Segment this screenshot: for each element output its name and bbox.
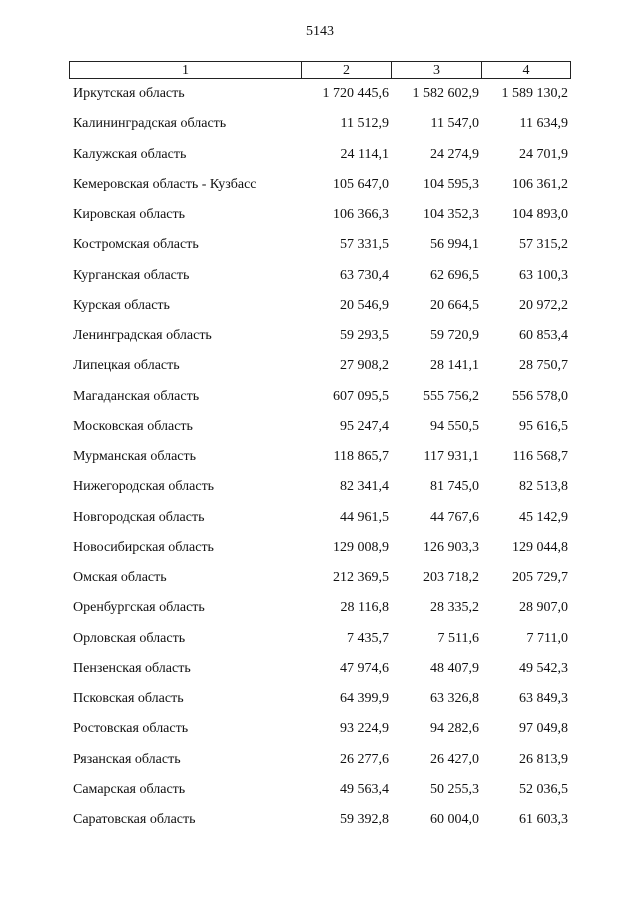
value-col-3-cell: 60 004,0: [430, 812, 479, 827]
region-name-cell: Курская область: [73, 297, 170, 313]
value-col-2-cell: 59 392,8: [340, 812, 389, 827]
value-col-2-cell: 212 369,5: [333, 570, 389, 585]
value-col-3-cell: 1 582 602,9: [412, 86, 479, 101]
table-row: [0, 747, 640, 777]
value-col-2-cell: 118 865,7: [333, 449, 389, 464]
table-row: [0, 474, 640, 504]
region-name-cell: Кировская область: [73, 207, 186, 222]
value-col-2-cell: 59 293,5: [340, 328, 389, 343]
column-header-2: 2: [302, 62, 392, 79]
column-header-3: 3: [392, 62, 482, 79]
value-col-2-cell: 27 908,2: [340, 358, 389, 374]
value-col-2-cell: 64 399,9: [340, 691, 389, 706]
value-col-2-cell: 26 277,6: [340, 751, 389, 767]
value-col-4-cell: 24 701,9: [519, 146, 568, 162]
region-name-cell: Магаданская область: [73, 388, 200, 404]
value-col-2-cell: 607 095,5: [333, 388, 389, 404]
value-col-3-cell: 28 335,2: [430, 600, 479, 616]
table-row: [0, 202, 640, 232]
region-name-cell: Новосибирская область: [73, 539, 214, 555]
value-col-3-cell: 104 595,3: [423, 176, 479, 192]
table-row: [0, 807, 640, 837]
region-name-cell: Курганская область: [73, 267, 190, 283]
table-row: [0, 263, 640, 293]
value-col-3-cell: 62 696,5: [430, 267, 479, 283]
value-col-3-cell: 11 547,0: [430, 116, 479, 132]
value-col-2-cell: 24 114,1: [340, 146, 389, 162]
value-col-2-cell: 49 563,4: [340, 781, 389, 797]
value-col-4-cell: 57 315,2: [519, 237, 568, 253]
value-col-4-cell: 20 972,2: [519, 297, 568, 313]
region-name-cell: Калининградская область: [73, 116, 227, 132]
table-row: [0, 595, 640, 625]
value-col-3-cell: 94 282,6: [430, 721, 479, 737]
column-header-row: [69, 61, 571, 79]
value-col-3-cell: 94 550,5: [430, 418, 479, 434]
table-row: [0, 323, 640, 353]
value-col-4-cell: 11 634,9: [519, 116, 568, 132]
value-col-4-cell: 45 142,9: [519, 509, 568, 525]
region-name-cell: Липецкая область: [73, 358, 180, 374]
value-col-2-cell: 20 546,9: [340, 297, 389, 313]
value-col-3-cell: 126 903,3: [423, 539, 479, 555]
region-name-cell: Нижегородская область: [73, 479, 215, 495]
table-row: [0, 626, 640, 656]
value-col-2-cell: 1 720 445,6: [322, 86, 389, 101]
value-col-2-cell: 93 224,9: [340, 721, 389, 737]
value-col-4-cell: 60 853,4: [519, 328, 568, 343]
region-name-cell: Костромская область: [73, 237, 199, 253]
value-col-3-cell: 20 664,5: [430, 297, 479, 313]
value-col-2-cell: 7 435,7: [347, 630, 389, 646]
table-row: [0, 353, 640, 383]
value-col-3-cell: 7 511,6: [437, 630, 479, 646]
value-col-4-cell: 28 907,0: [519, 600, 568, 616]
value-col-2-cell: 28 116,8: [340, 600, 389, 616]
value-col-4-cell: 556 578,0: [512, 388, 568, 404]
region-name-cell: Иркутская область: [73, 86, 185, 101]
value-col-2-cell: 106 366,3: [333, 207, 389, 222]
value-col-2-cell: 129 008,9: [333, 539, 389, 555]
region-name-cell: Ростовская область: [73, 721, 189, 737]
table-row: [0, 656, 640, 686]
table-row: [0, 535, 640, 565]
table-row: [0, 686, 640, 716]
value-col-4-cell: 82 513,8: [519, 479, 568, 495]
value-col-3-cell: 555 756,2: [423, 388, 479, 404]
region-name-cell: Самарская область: [73, 781, 186, 797]
value-col-2-cell: 44 961,5: [340, 509, 389, 525]
table-row: [0, 414, 640, 444]
region-name-cell: Рязанская область: [73, 751, 181, 767]
value-col-3-cell: 50 255,3: [430, 781, 479, 797]
value-col-3-cell: 56 994,1: [430, 237, 479, 253]
table-row: [0, 565, 640, 595]
region-name-cell: Новгородская область: [73, 509, 205, 525]
value-col-2-cell: 95 247,4: [340, 418, 389, 434]
value-col-3-cell: 203 718,2: [423, 570, 479, 585]
column-header-1: 1: [70, 62, 302, 79]
table-row: [0, 444, 640, 474]
value-col-2-cell: 63 730,4: [340, 267, 389, 283]
value-col-4-cell: 61 603,3: [519, 812, 568, 827]
value-col-4-cell: 95 616,5: [519, 418, 568, 434]
region-name-cell: Саратовская область: [73, 812, 196, 827]
region-name-cell: Мурманская область: [73, 449, 197, 464]
value-col-4-cell: 63 849,3: [519, 691, 568, 706]
region-name-cell: Оренбургская область: [73, 600, 205, 616]
region-name-cell: Калужская область: [73, 146, 187, 162]
region-name-cell: Пензенская область: [73, 660, 191, 676]
value-col-3-cell: 81 745,0: [430, 479, 479, 495]
value-col-2-cell: 57 331,5: [340, 237, 389, 253]
value-col-4-cell: 129 044,8: [512, 539, 568, 555]
value-col-3-cell: 26 427,0: [430, 751, 479, 767]
value-col-4-cell: 97 049,8: [519, 721, 568, 737]
table-row: [0, 777, 640, 807]
region-name-cell: Ленинградская область: [73, 328, 212, 343]
value-col-2-cell: 11 512,9: [340, 116, 389, 132]
value-col-2-cell: 47 974,6: [340, 660, 389, 676]
region-name-cell: Московская область: [73, 418, 193, 434]
region-name-cell: Орловская область: [73, 630, 186, 646]
value-col-4-cell: 106 361,2: [512, 176, 568, 192]
table-row: [0, 384, 640, 414]
table-row: [0, 81, 640, 111]
value-col-3-cell: 24 274,9: [430, 146, 479, 162]
region-name-cell: Омская область: [73, 570, 167, 585]
value-col-3-cell: 44 767,6: [430, 509, 479, 525]
table-row: [0, 505, 640, 535]
column-header-4: 4: [482, 62, 571, 79]
value-col-2-cell: 105 647,0: [333, 176, 389, 192]
value-col-4-cell: 7 711,0: [526, 630, 568, 646]
value-col-2-cell: 82 341,4: [340, 479, 389, 495]
value-col-3-cell: 63 326,8: [430, 691, 479, 706]
value-col-4-cell: 1 589 130,2: [501, 86, 568, 101]
value-col-3-cell: 48 407,9: [430, 660, 479, 676]
value-col-4-cell: 26 813,9: [519, 751, 568, 767]
value-col-4-cell: 49 542,3: [519, 660, 568, 676]
value-col-4-cell: 52 036,5: [519, 781, 568, 797]
region-name-cell: Кемеровская область - Кузбасс: [73, 176, 257, 192]
table-body: [0, 81, 640, 837]
value-col-3-cell: 28 141,1: [430, 358, 479, 374]
value-col-4-cell: 205 729,7: [512, 570, 568, 585]
table-row: [0, 232, 640, 262]
table-row: [0, 172, 640, 202]
value-col-4-cell: 104 893,0: [512, 207, 568, 222]
table-row: [0, 142, 640, 172]
value-col-4-cell: 28 750,7: [519, 358, 568, 374]
page-number: 5143: [306, 24, 334, 39]
table-row: [0, 716, 640, 746]
value-col-3-cell: 117 931,1: [423, 449, 479, 464]
value-col-4-cell: 63 100,3: [519, 267, 568, 283]
table-row: [0, 111, 640, 141]
region-name-cell: Псковская область: [73, 691, 184, 706]
value-col-3-cell: 104 352,3: [423, 207, 479, 222]
value-col-4-cell: 116 568,7: [512, 449, 568, 464]
value-col-3-cell: 59 720,9: [430, 328, 479, 343]
table-row: [0, 293, 640, 323]
